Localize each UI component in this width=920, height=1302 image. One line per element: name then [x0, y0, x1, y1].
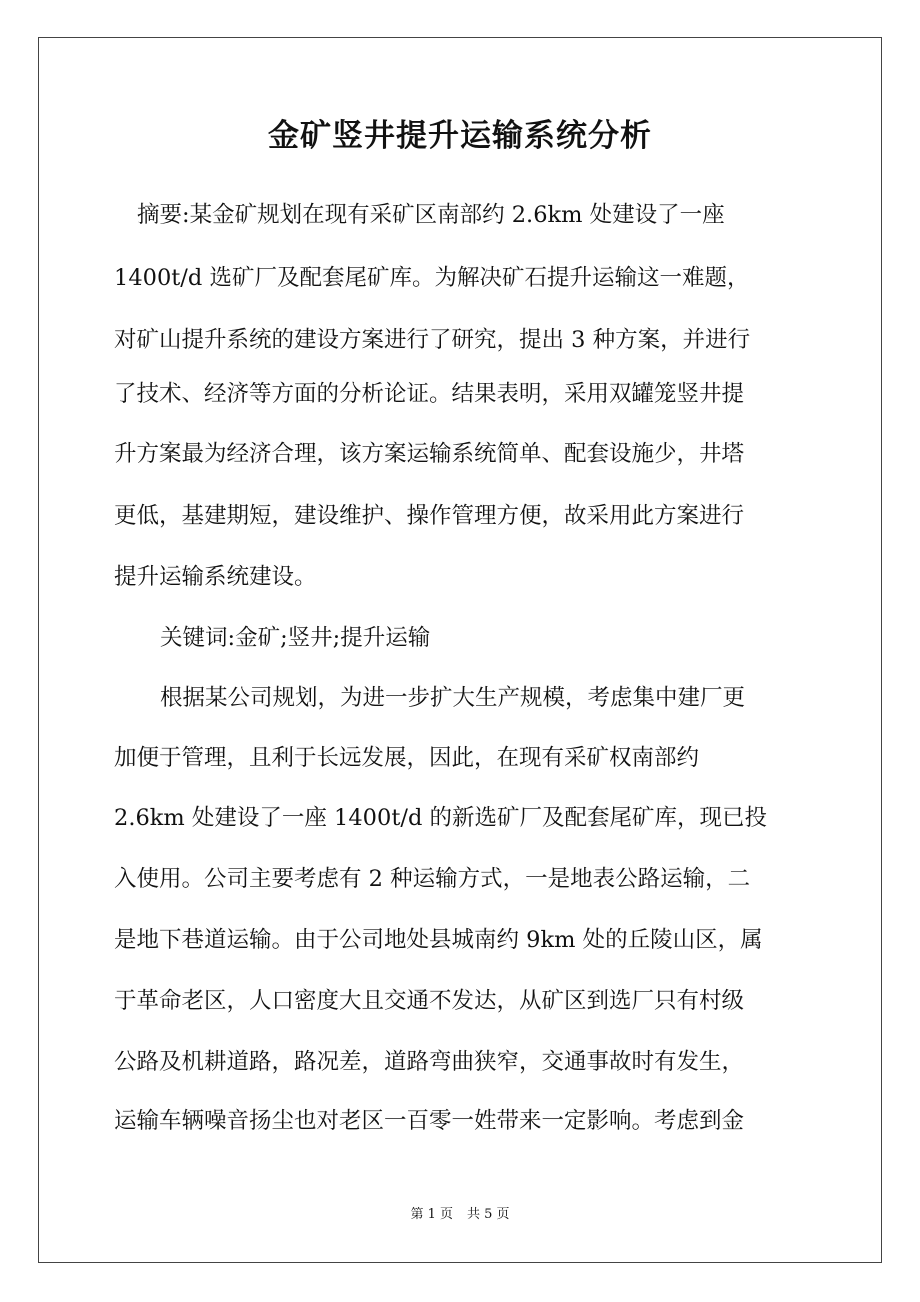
page-number-total: 共 5 页 — [467, 1207, 510, 1222]
abstract-line-2: 1400t/d 选矿厂及配套尾矿库。为解决矿石提升运输这一难题， — [114, 265, 750, 291]
abstract-line-4: 了技术、经济等方面的分析论证。结果表明，采用双罐笼竖井提 — [114, 381, 745, 407]
body-line-6: 于革命老区，人口密度大且交通不发达，从矿区到选厂只有村级 — [114, 988, 745, 1014]
body-line-8: 运输车辆噪音扬尘也对老区一百零一姓带来一定影响。考虑到金 — [114, 1108, 745, 1134]
body-line-2: 加便于管理，且利于长远发展，因此，在现有采矿权南部约 — [114, 745, 700, 771]
body-line-1: 根据某公司规划，为进一步扩大生产规模，考虑集中建厂更 — [160, 685, 746, 711]
keywords-line: 关键词:金矿;竖井;提升运输 — [160, 625, 431, 651]
body-line-3: 2.6km 处建设了一座 1400t/d 的新选矿厂及配套尾矿库，现已投 — [114, 805, 767, 831]
document-title: 金矿竖井提升运输系统分析 — [268, 118, 652, 154]
body-line-7: 公路及机耕道路，路况差，道路弯曲狭窄，交通事故时有发生， — [114, 1049, 745, 1075]
page-footer — [0, 1205, 920, 1225]
body-line-4: 入使用。公司主要考虑有 2 种运输方式，一是地表公路运输，二 — [114, 866, 751, 892]
page-number-current: 第 1 页 — [410, 1207, 453, 1222]
abstract-line-3: 对矿山提升系统的建设方案进行了研究，提出 3 种方案，并进行 — [114, 327, 751, 353]
abstract-line-7: 提升运输系统建设。 — [114, 564, 317, 590]
abstract-line-1: 摘要:某金矿规划在现有采矿区南部约 2.6km 处建设了一座 — [137, 202, 725, 228]
body-line-5: 是地下巷道运输。由于公司地处县城南约 9km 处的丘陵山区，属 — [114, 927, 763, 953]
abstract-line-6: 更低，基建期短，建设维护、操作管理方便，故采用此方案进行 — [114, 503, 745, 529]
abstract-line-5: 升方案最为经济合理，该方案运输系统简单、配套设施少，井塔 — [114, 441, 745, 467]
